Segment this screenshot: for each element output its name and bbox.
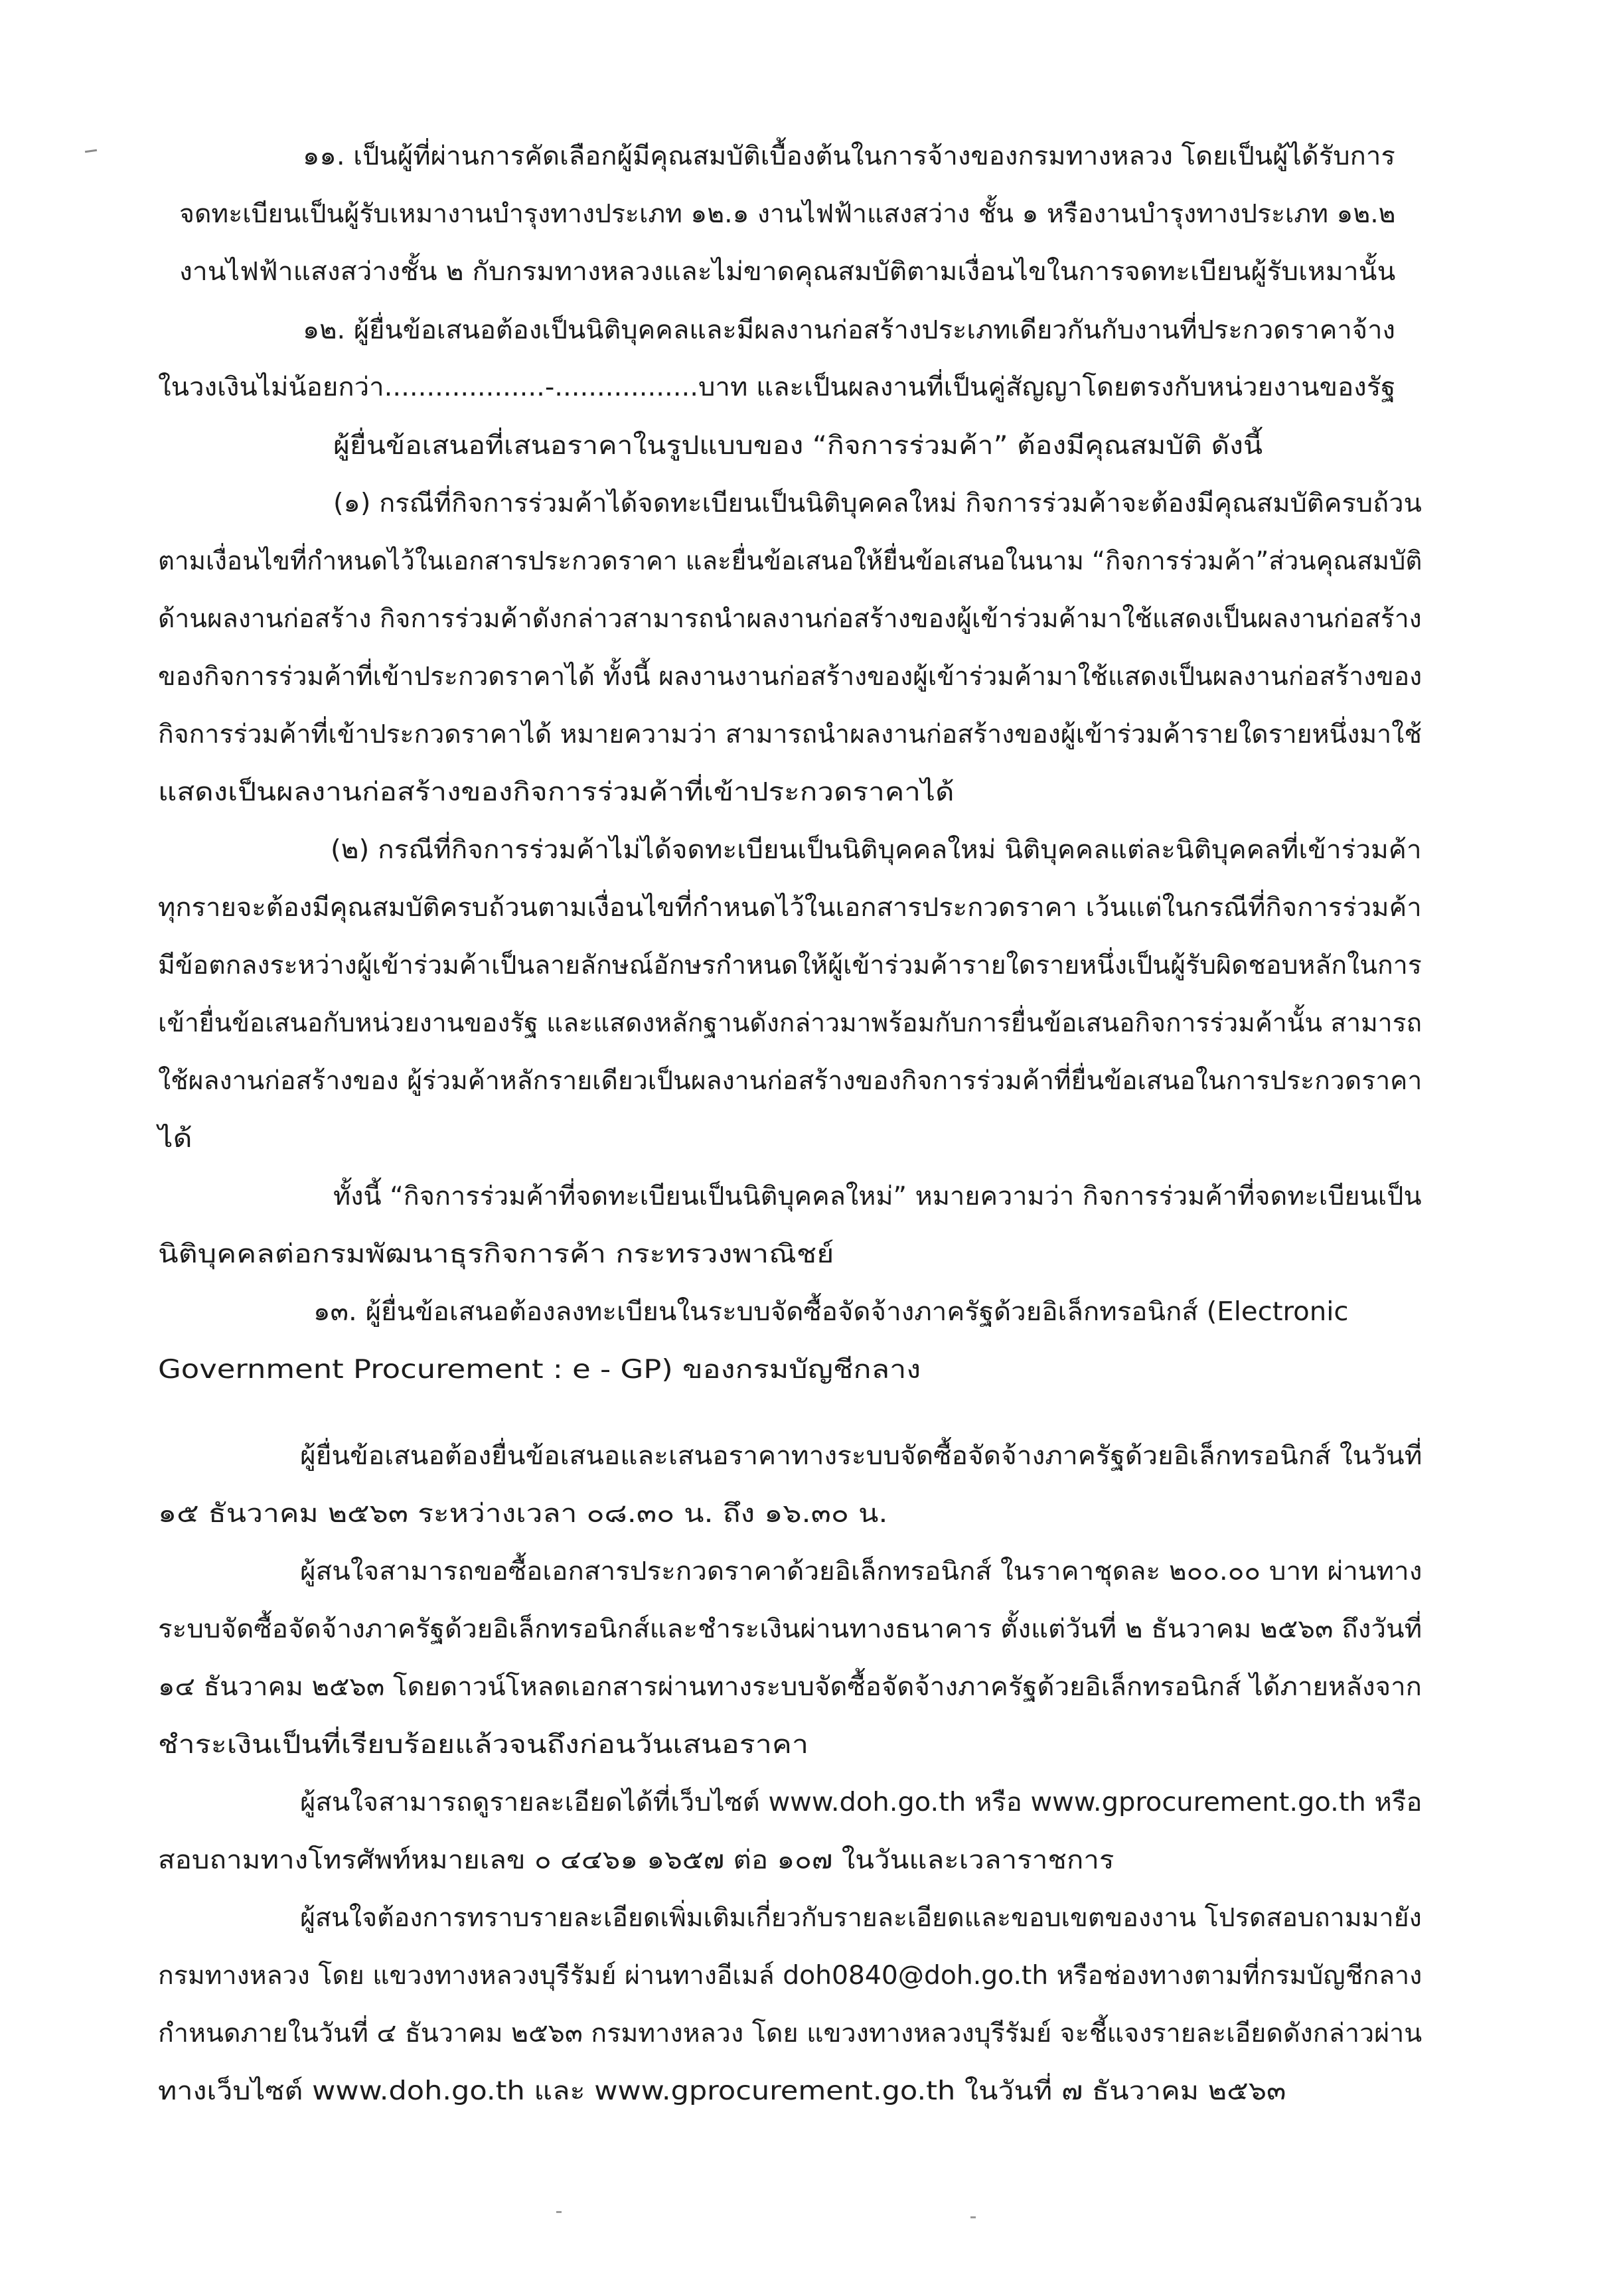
text-line: ระบบจัดซื้อจัดจ้างภาครัฐด้วยอิเล็กทรอนิกส์และชำระเงินผ่านทางธนาคาร ตั้งแต่วันที่ ๒ ธันวาคม ๒๕๖๓ ถึงวันที่: [158, 1614, 1423, 1644]
text-line: ผู้ยื่นข้อเสนอที่เสนอราคาในรูปแบบของ “กิจการร่วมค้า” ต้องมีคุณสมบัติ ดังนี้: [333, 431, 1263, 461]
text-line: ได้: [158, 1124, 192, 1154]
text-line: ชำระเงินเป็นที่เรียบร้อยแล้วจนถึงก่อนวันเสนอราคา: [158, 1730, 809, 1760]
scan-artifact: [556, 2211, 562, 2213]
text-line: ผู้ยื่นข้อเสนอต้องยื่นข้อเสนอและเสนอราคาทางระบบจัดซื้อจัดจ้างภาครัฐด้วยอิเล็กทรอนิกส์ ในวันที่: [300, 1441, 1423, 1471]
text-line: ของกิจการร่วมค้าที่เข้าประกวดราคาได้ ทั้งนี้ ผลงานงานก่อสร้างของผู้เข้าร่วมค้ามาใช้แสดงเป็นผลงานก่อสร้างของ: [158, 662, 1423, 692]
text-line: กิจการร่วมค้าที่เข้าประกวดราคาได้ หมายความว่า สามารถนำผลงานก่อสร้างของผู้เข้าร่วมค้ารายใดรายหนึ่งมาใช้: [158, 720, 1422, 749]
text-line: ผู้สนใจสามารถขอซื้อเอกสารประกวดราคาด้วยอิเล็กทรอนิกส์ ในราคาชุดละ ๒๐๐.๐๐ บาท ผ่านทาง: [300, 1557, 1423, 1586]
text-line: ทั้งนี้ “กิจการร่วมค้าที่จดทะเบียนเป็นนิติบุคคลใหม่” หมายความว่า กิจการร่วมค้าที่จดทะเบียนเป็น: [333, 1182, 1422, 1211]
text-line: ๑๕ ธันวาคม ๒๕๖๓ ระหว่างเวลา ๐๘.๓๐ น. ถึง ๑๖.๓๐ น.: [158, 1499, 888, 1529]
text-line: ผู้สนใจสามารถดูรายละเอียดได้ที่เว็บไซต์ www.doh.go.th หรือ www.gprocurement.go.th หรือ: [300, 1788, 1423, 1817]
text-line: ๑๒. ผู้ยื่นข้อเสนอต้องเป็นนิติบุคคลและมีผลงานก่อสร้างประเภทเดียวกันกับงานที่ประกวดราคาจ้าง: [303, 315, 1395, 345]
text-line: จดทะเบียนเป็นผู้รับเหมางานบำรุงทางประเภท ๑๒.๑ งานไฟฟ้าแสงสว่าง ชั้น ๑ หรืองานบำรุงทางประเภท ๑๒.๒: [179, 199, 1396, 229]
text-line: มีข้อตกลงระหว่างผู้เข้าร่วมค้าเป็นลายลักษณ์อักษรกำหนดให้ผู้เข้าร่วมค้ารายใดรายหนึ่งเป็นผู้รับผิดชอบหลักในการ: [158, 951, 1422, 980]
text-line: Government Procurement : e - GP) ของกรมบัญชีกลาง: [158, 1355, 921, 1385]
text-line: ตามเงื่อนไขที่กำหนดไว้ในเอกสารประกวดราคา และยื่นข้อเสนอให้ยื่นข้อเสนอในนาม “กิจการร่วมค้า”ส่วนคุณสมบัติ: [158, 546, 1423, 576]
text-line: (๑) กรณีที่กิจการร่วมค้าได้จดทะเบียนเป็นนิติบุคคลใหม่ กิจการร่วมค้าจะต้องมีคุณสมบัติครบถ้วน: [333, 489, 1422, 518]
text-line: เข้ายื่นข้อเสนอกับหน่วยงานของรัฐ และแสดงหลักฐานดังกล่าวมาพร้อมกับการยื่นข้อเสนอกิจการร่วมค้านั้น สามารถ: [158, 1008, 1423, 1038]
text-line: ทุกรายจะต้องมีคุณสมบัติครบถ้วนตามเงื่อนไขที่กำหนดไว้ในเอกสารประกวดราคา เว้นแต่ในกรณีที่กิจการร่วมค้า: [158, 893, 1422, 923]
text-line: ด้านผลงานก่อสร้าง กิจการร่วมค้าดังกล่าวสามารถนำผลงานก่อสร้างของผู้เข้าร่วมค้ามาใช้แสดงเป็นผลงานก่อสร้าง: [158, 604, 1422, 634]
text-line: ในวงเงินไม่น้อยกว่า...................-.................บาท และเป็นผลงานที่เป็นคู่สัญญาโดยตรงกับหน่วยงานของรัฐ: [158, 372, 1396, 402]
scan-artifact: [85, 149, 97, 153]
text-line: ใช้ผลงานก่อสร้างของ ผู้ร่วมค้าหลักรายเดียวเป็นผลงานก่อสร้างของกิจการร่วมค้าที่ยื่นข้อเสนอในการประกวดราคา: [158, 1066, 1423, 1096]
text-line: แสดงเป็นผลงานก่อสร้างของกิจการร่วมค้าที่เข้าประกวดราคาได้: [158, 777, 955, 807]
text-line: ๑๓. ผู้ยื่นข้อเสนอต้องลงทะเบียนในระบบจัดซื้อจัดจ้างภาครัฐด้วยอิเล็กทรอนิกส์ (Electronic: [313, 1297, 1349, 1327]
text-line: ๑๑. เป็นผู้ที่ผ่านการคัดเลือกผู้มีคุณสมบัติเบื้องต้นในการจ้างของกรมทางหลวง โดยเป็นผู้ได้รับการ: [303, 141, 1395, 171]
text-line: งานไฟฟ้าแสงสว่างชั้น ๒ กับกรมทางหลวงและไม่ขาดคุณสมบัติตามเงื่อนไขในการจดทะเบียนผู้รับเหมานั้น: [179, 257, 1396, 287]
text-line: สอบถามทางโทรศัพท์หมายเลข ๐ ๔๔๖๑ ๑๖๕๗ ต่อ ๑๐๗ ในวันและเวลาราชการ: [158, 1845, 1115, 1875]
text-line: ผู้สนใจต้องการทราบรายละเอียดเพิ่มเติมเกี่ยวกับรายละเอียดและขอบเขตของงาน โปรดสอบถามมายัง: [300, 1903, 1422, 1933]
scan-artifact: [970, 2216, 976, 2218]
text-line: กำหนดภายในวันที่ ๔ ธันวาคม ๒๕๖๓ กรมทางหลวง โดย แขวงทางหลวงบุรีรัมย์ จะชี้แจงรายละเอียดดังกล่าวผ่าน: [158, 2019, 1423, 2048]
text-line: กรมทางหลวง โดย แขวงทางหลวงบุรีรัมย์ ผ่านทางอีเมล์ doh0840@doh.go.th หรือช่องทางตามที่กรมบัญชีกลาง: [158, 1961, 1423, 1991]
text-line: ทางเว็บไซต์ www.doh.go.th และ www.gprocurement.go.th ในวันที่ ๗ ธันวาคม ๒๕๖๓: [158, 2076, 1286, 2106]
text-line: นิติบุคคลต่อกรมพัฒนาธุรกิจการค้า กระทรวงพาณิชย์: [158, 1239, 834, 1269]
text-line: (๒) กรณีที่กิจการร่วมค้าไม่ได้จดทะเบียนเป็นนิติบุคคลใหม่ นิติบุคคลแต่ละนิติบุคคลที่เข้าร่วมค้า: [331, 835, 1422, 865]
text-line: ๑๔ ธันวาคม ๒๕๖๓ โดยดาวน์โหลดเอกสารผ่านทางระบบจัดซื้อจัดจ้างภาครัฐด้วยอิเล็กทรอนิกส์ ได้ภายหลังจาก: [158, 1672, 1422, 1702]
